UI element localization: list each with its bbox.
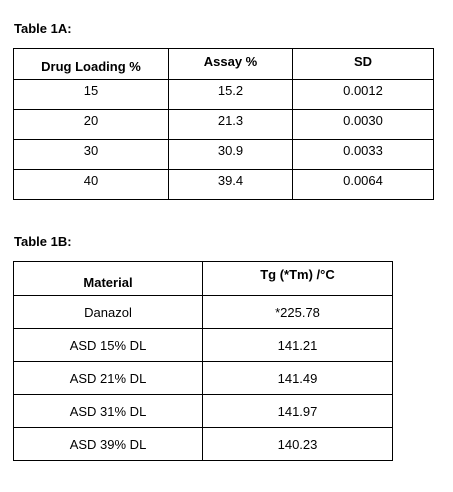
assay-cell: 21.3	[169, 110, 293, 140]
column-header-sd: SD	[293, 49, 434, 80]
sd-cell: 0.0030	[293, 110, 434, 140]
assay-cell: 39.4	[169, 170, 293, 200]
material-cell: Danazol	[14, 296, 203, 329]
sd-cell: 0.0012	[293, 80, 434, 110]
drug-loading-cell: 40	[14, 170, 169, 200]
assay-cell: 30.9	[169, 140, 293, 170]
assay-cell: 15.2	[169, 80, 293, 110]
column-header-drug-loading: Drug Loading %	[14, 49, 169, 80]
table-1a-caption: Table 1A:	[14, 21, 72, 36]
sd-cell: 0.0033	[293, 140, 434, 170]
table-header-row	[14, 262, 393, 296]
table-header-row	[14, 49, 434, 80]
material-cell: ASD 15% DL	[14, 329, 203, 362]
table-row	[14, 140, 434, 170]
tg-cell: 141.97	[203, 395, 393, 428]
tg-cell: 141.49	[203, 362, 393, 395]
sd-cell: 0.0064	[293, 170, 434, 200]
column-header-material: Material	[14, 262, 203, 296]
table-1b	[13, 261, 393, 461]
table-1a	[13, 48, 434, 200]
table-row	[14, 329, 393, 362]
column-header-tg: Tg (*Tm) /°C	[203, 262, 393, 296]
table-row	[14, 80, 434, 110]
drug-loading-cell: 30	[14, 140, 169, 170]
table-row	[14, 362, 393, 395]
drug-loading-cell: 20	[14, 110, 169, 140]
tg-cell: 140.23	[203, 428, 393, 461]
material-cell: ASD 21% DL	[14, 362, 203, 395]
table-row	[14, 296, 393, 329]
tg-cell: 141.21	[203, 329, 393, 362]
material-cell: ASD 31% DL	[14, 395, 203, 428]
table-row	[14, 395, 393, 428]
table-row	[14, 428, 393, 461]
tg-cell: *225.78	[203, 296, 393, 329]
table-1b-caption: Table 1B:	[14, 234, 72, 249]
material-cell: ASD 39% DL	[14, 428, 203, 461]
table-row	[14, 170, 434, 200]
table-row	[14, 110, 434, 140]
column-header-assay: Assay %	[169, 49, 293, 80]
drug-loading-cell: 15	[14, 80, 169, 110]
